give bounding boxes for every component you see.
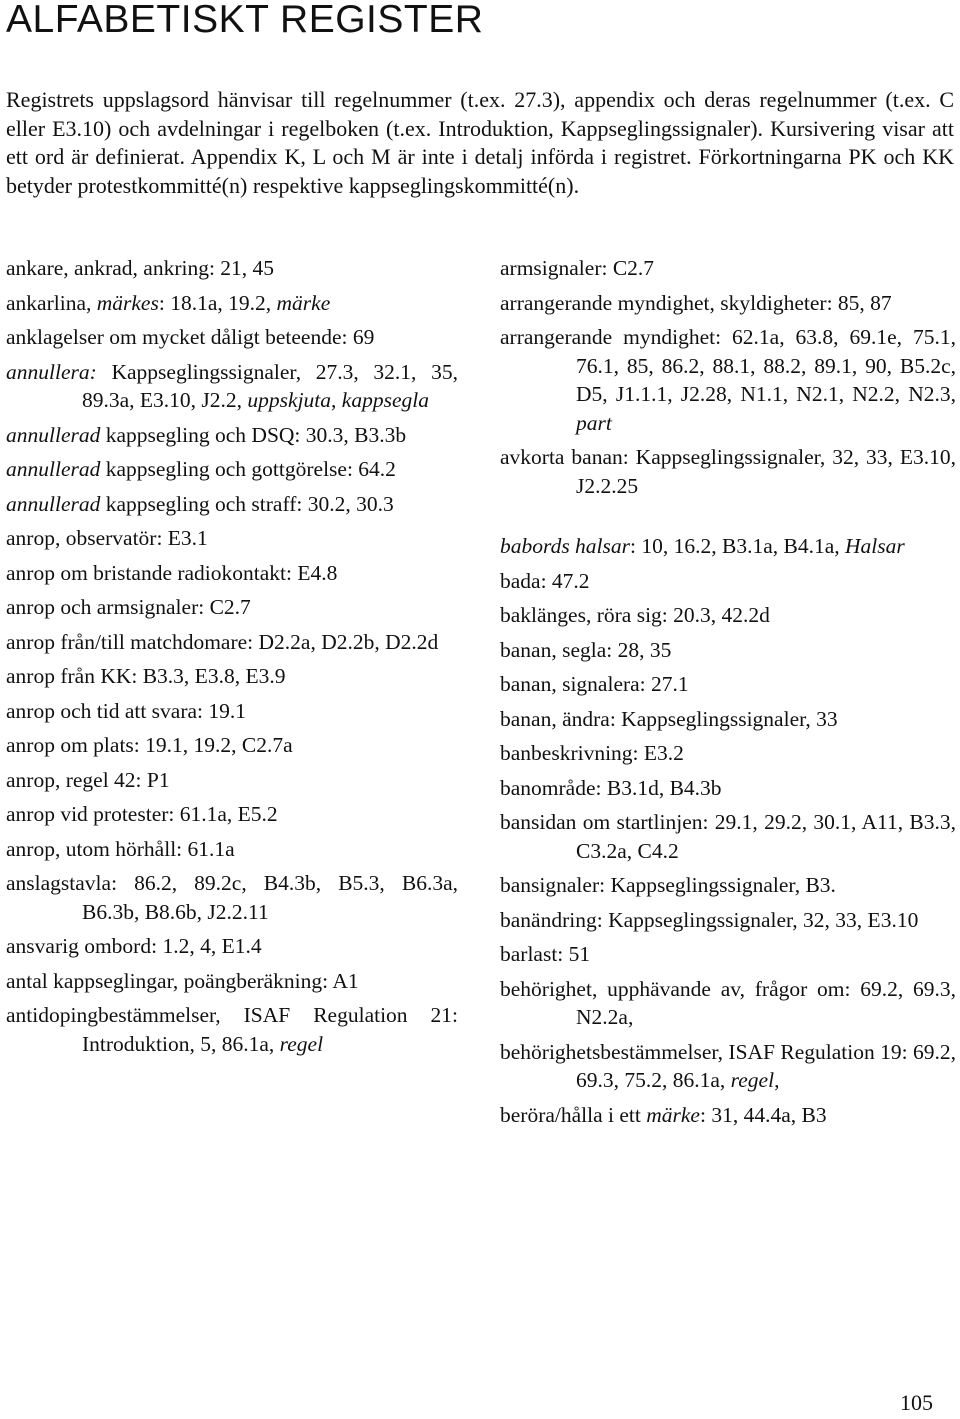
index-group-a bbox=[500, 254, 956, 500]
index-entry bbox=[500, 808, 956, 865]
entry-text: , bbox=[774, 1068, 780, 1092]
entry-text: armsignaler: C2.7 bbox=[500, 256, 655, 280]
entry-italic-text: märke bbox=[276, 290, 331, 315]
entry-italic-text: annullerad bbox=[6, 491, 101, 516]
entry-text: bansidan om startlinjen: 29.1, 29.2, 30.1, A11, B3.3, C3.2a, C4.2 bbox=[500, 810, 956, 863]
index-entry bbox=[500, 289, 956, 318]
entry-text: arrangerande myndighet: 62.1a, 63.8, 69.1e, 75.1, 76.1, 85, 86.2, 88.1, 88.2, 89.1, 90, B5.2c, D5, J1.1.1, J2.28, N1.1, N2.1, N2.2, N2.3, bbox=[500, 325, 956, 406]
index-entry bbox=[6, 628, 458, 657]
entry-text: anklagelser om mycket dåligt beteende: 69 bbox=[6, 325, 375, 349]
index-entry bbox=[6, 932, 458, 961]
index-entry bbox=[6, 559, 458, 588]
entry-text: banområde: B3.1d, B4.3b bbox=[500, 775, 722, 800]
entry-text: banändring: Kappseglingssignaler, 32, 33, E3.10 bbox=[500, 907, 919, 932]
entry-italic-text: märke bbox=[646, 1102, 700, 1127]
index-entry bbox=[6, 254, 458, 283]
entry-text: ankare, ankrad, ankring: 21, 45 bbox=[6, 256, 275, 280]
entry-text: : 18.1a, 19.2, bbox=[158, 290, 277, 315]
index-entry bbox=[6, 289, 458, 318]
index-column-left bbox=[6, 254, 458, 1064]
intro-paragraph: Registrets uppslagsord hänvisar till regelnummer (t.ex. 27.3), appendix och deras regelnummer (t.ex. C eller E3.10) och avdelningar i regelboken (t.ex. Introduktion, Kappseglingssignaler). Kursivering visar att ett ord är definierat. Appendix K, L och M är inte i detalj införda i registret. Förkortningarna PK och KK betyder protestkommitté(n) respektive kappseglingskommitté(n). bbox=[6, 87, 954, 198]
entry-text: anrop, regel 42: P1 bbox=[6, 767, 170, 792]
page-number: 105 bbox=[900, 1390, 933, 1415]
entry-text: bansignaler: Kappseglingssignaler, B3. bbox=[500, 873, 836, 897]
entry-text: anrop, utom hörhåll: 61.1a bbox=[6, 836, 235, 861]
entry-text: beröra/hålla i ett bbox=[500, 1102, 647, 1127]
entry-italic-text: babords halsar bbox=[500, 534, 631, 558]
index-entry bbox=[6, 421, 458, 450]
index-entry bbox=[500, 871, 956, 900]
entry-text: anrop om bristande radiokontakt: E4.8 bbox=[6, 560, 338, 585]
index-entry bbox=[500, 975, 956, 1032]
index-entry bbox=[6, 835, 458, 864]
index-entry bbox=[500, 940, 956, 969]
entry-text: anrop från KK: B3.3, E3.8, E3.9 bbox=[6, 664, 286, 688]
entry-text: : 10, 16.2, B3.1a, B4.1a, bbox=[630, 534, 846, 558]
entry-text: banan, ändra: Kappseglingssignaler, 33 bbox=[500, 706, 838, 731]
index-entry bbox=[500, 739, 956, 768]
entry-text: anrop om plats: 19.1, 19.2, C2.7a bbox=[6, 733, 293, 757]
entry-text: anrop vid protester: 61.1a, E5.2 bbox=[6, 802, 278, 826]
entry-text: banan, signalera: 27.1 bbox=[500, 672, 689, 696]
group-gap bbox=[500, 506, 956, 532]
entry-italic-text: Halsar bbox=[845, 534, 905, 558]
index-entry bbox=[500, 443, 956, 500]
index-entry bbox=[6, 800, 458, 829]
entry-text: kappsegling och straff: 30.2, 30.3 bbox=[100, 491, 394, 516]
entry-text: anrop och tid att svara: 19.1 bbox=[6, 698, 247, 723]
index-entry bbox=[6, 731, 458, 760]
index-entry bbox=[6, 524, 458, 553]
page-title: ALFABETISKT REGISTER bbox=[6, 0, 484, 41]
entry-italic-text: annullerad bbox=[6, 422, 101, 447]
entry-italic-text: märkes bbox=[96, 290, 159, 315]
entry-italic-text: kappsegla bbox=[341, 388, 429, 412]
index-entry bbox=[500, 1101, 956, 1130]
index-entry bbox=[6, 593, 458, 622]
index-entry bbox=[6, 358, 458, 415]
index-entry bbox=[6, 967, 458, 996]
index-entry bbox=[500, 774, 956, 803]
entry-text: banbeskrivning: E3.2 bbox=[500, 741, 684, 765]
entry-text: baklänges, röra sig: 20.3, 42.2d bbox=[500, 603, 770, 627]
entry-text: antidopingbestämmelser, ISAF Regulation 21: Introduktion, 5, 86.1a, bbox=[6, 1003, 458, 1056]
entry-italic-text: uppskjuta bbox=[247, 388, 332, 412]
entry-text: , bbox=[331, 388, 342, 412]
entry-text: avkorta banan: Kappseglingssignaler, 32, 33, E3.10, J2.2.25 bbox=[500, 445, 956, 498]
entry-italic-text: regel bbox=[730, 1068, 775, 1092]
index-group-b bbox=[500, 532, 956, 1129]
index-entry bbox=[500, 636, 956, 665]
entry-text: ankarlina, bbox=[6, 290, 97, 315]
index-entry bbox=[500, 323, 956, 437]
entry-text: behörighetsbestämmelser, ISAF Regulation 19: 69.2, 69.3, 75.2, 86.1a, bbox=[500, 1039, 956, 1092]
index-entry bbox=[6, 1001, 458, 1058]
index-entry bbox=[6, 766, 458, 795]
index-entry bbox=[500, 705, 956, 734]
entry-text: banan, segla: 28, 35 bbox=[500, 637, 672, 662]
index-entry bbox=[500, 1038, 956, 1095]
entry-text: anslagstavla: 86.2, 89.2c, B4.3b, B5.3, B6.3a, B6.3b, B8.6b, J2.2.11 bbox=[6, 871, 458, 924]
index-entry bbox=[6, 662, 458, 691]
entry-text: kappsegling och gottgörelse: 64.2 bbox=[100, 457, 396, 481]
entry-text: bada: 47.2 bbox=[500, 568, 590, 593]
entry-italic-text: regel bbox=[279, 1031, 324, 1056]
entry-text: anrop från/till matchdomare: D2.2a, D2.2b, D2.2d bbox=[6, 629, 439, 654]
index-entry bbox=[500, 567, 956, 596]
entry-text: ansvarig ombord: 1.2, 4, E1.4 bbox=[6, 934, 262, 958]
entry-text: barlast: 51 bbox=[500, 942, 591, 966]
index-entry bbox=[6, 490, 458, 519]
entry-text: arrangerande myndighet, skyldigheter: 85, 87 bbox=[500, 290, 892, 315]
entry-italic-text: annullera: bbox=[6, 359, 97, 384]
entry-italic-text: part bbox=[576, 410, 612, 435]
index-column-right bbox=[500, 254, 956, 1135]
entry-text: kappsegling och DSQ: 30.3, B3.3b bbox=[100, 422, 407, 447]
entry-text: Kappseglingssignaler, 27.3, 32.1, 35, 89.3a, E3.10, J2.2, bbox=[82, 359, 458, 412]
entry-text: : 31, 44.4a, B3 bbox=[699, 1102, 827, 1127]
index-entry bbox=[500, 532, 956, 561]
entry-text: antal kappseglingar, poängberäkning: A1 bbox=[6, 968, 359, 993]
index-entry bbox=[500, 254, 956, 283]
index-entry bbox=[500, 906, 956, 935]
index-entry bbox=[500, 670, 956, 699]
index-entry bbox=[6, 455, 458, 484]
entry-text: anrop och armsignaler: C2.7 bbox=[6, 595, 251, 619]
index-entry bbox=[6, 869, 458, 926]
index-entry bbox=[500, 601, 956, 630]
entry-italic-text: annullerad bbox=[6, 457, 101, 481]
entry-text: behörighet, upphävande av, frågor om: 69.2, 69.3, N2.2a, bbox=[500, 976, 956, 1029]
index-entry bbox=[6, 323, 458, 352]
index-entry bbox=[6, 697, 458, 726]
entry-text: anrop, observatör: E3.1 bbox=[6, 526, 208, 550]
